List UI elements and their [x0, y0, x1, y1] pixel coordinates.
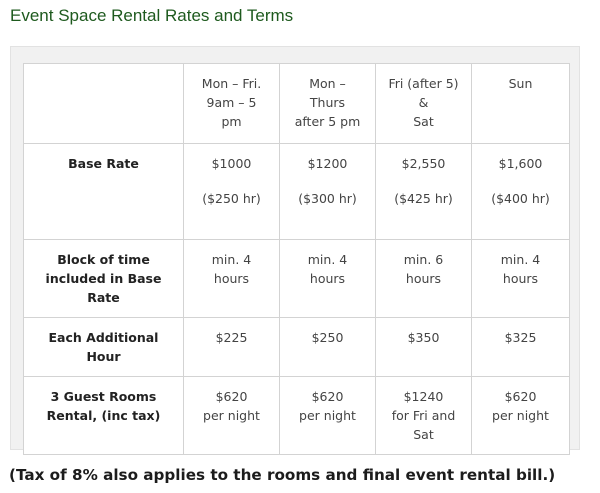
table-cell — [184, 144, 280, 240]
header-line: Sun — [508, 76, 533, 91]
header-line: after 5 pm — [294, 114, 361, 129]
table-cell — [472, 240, 570, 318]
cell-price: $1200 — [307, 156, 348, 171]
header-empty-cell — [24, 64, 184, 144]
table-cell — [376, 144, 472, 240]
row-label-block-of-time — [24, 240, 184, 318]
cell-line: hours — [405, 271, 442, 286]
page-title: Event Space Rental Rates and Terms — [10, 6, 294, 25]
cell-line: min. 4 — [307, 252, 348, 267]
row-label-line: Block of time — [57, 252, 150, 267]
rates-table-container — [10, 46, 580, 450]
cell-hourly-rate: ($300 hr) — [298, 191, 357, 206]
table-cell — [472, 377, 570, 455]
row-label-guest-rooms — [24, 377, 184, 455]
row-label-line: 3 Guest Rooms — [50, 389, 157, 404]
table-row-guest-rooms — [24, 377, 570, 455]
table-cell — [184, 377, 280, 455]
table-cell — [184, 240, 280, 318]
row-label-line: Rental, (inc tax) — [46, 408, 161, 423]
cell-line: min. 6 — [403, 252, 444, 267]
cell-line: hours — [309, 271, 346, 286]
cell-hourly-rate: ($425 hr) — [394, 191, 453, 206]
rates-table — [23, 63, 570, 455]
header-cell-sun — [472, 64, 570, 144]
table-cell — [280, 318, 376, 377]
table-row-block-of-time — [24, 240, 570, 318]
cell-line: hours — [502, 271, 539, 286]
header-line: Sat — [413, 114, 434, 129]
header-line: 9am – 5 — [206, 95, 257, 110]
table-cell — [280, 144, 376, 240]
cell-line: $620 — [504, 389, 537, 404]
cell-line: for Fri and — [391, 408, 456, 423]
row-label-additional-hour — [24, 318, 184, 377]
cell-line: hours — [213, 271, 250, 286]
cell-line: Sat — [413, 427, 434, 442]
cell-line: $620 — [311, 389, 344, 404]
cell-line: min. 4 — [500, 252, 541, 267]
cell-line: per night — [492, 408, 549, 423]
table-row-base-rate — [24, 144, 570, 240]
row-label-line: Each Additional Hour — [48, 330, 159, 364]
cell-line: $1240 — [403, 389, 444, 404]
table-cell — [472, 144, 570, 240]
cell-price: $1,600 — [498, 156, 543, 171]
row-label-line: included in Base Rate — [45, 271, 162, 305]
cell-price: $1000 — [211, 156, 252, 171]
header-line: pm — [221, 114, 242, 129]
table-header-row — [24, 64, 570, 144]
table-cell — [184, 318, 280, 377]
cell-line: per night — [299, 408, 356, 423]
cell-hourly-rate: ($250 hr) — [202, 191, 261, 206]
cell-line: per night — [203, 408, 260, 423]
header-line: Mon – Fri. — [201, 76, 262, 91]
header-cell-mon-thurs — [280, 64, 376, 144]
header-line: & — [418, 95, 429, 110]
cell-price: $2,550 — [401, 156, 446, 171]
cell-line: $250 — [311, 330, 344, 345]
cell-hourly-rate: ($400 hr) — [491, 191, 550, 206]
cell-line: $325 — [504, 330, 537, 345]
table-cell — [472, 318, 570, 377]
row-label-line: Base Rate — [68, 156, 139, 171]
header-line: Thurs — [309, 95, 346, 110]
table-cell — [280, 377, 376, 455]
table-cell — [376, 377, 472, 455]
cell-line: $350 — [407, 330, 440, 345]
cell-line: min. 4 — [211, 252, 252, 267]
header-cell-mon-fri — [184, 64, 280, 144]
cell-line: $620 — [215, 389, 248, 404]
row-label-base-rate — [24, 144, 184, 240]
table-row-additional-hour — [24, 318, 570, 377]
header-line: Fri (after 5) — [388, 76, 459, 91]
table-cell — [376, 318, 472, 377]
cell-line: $225 — [215, 330, 248, 345]
header-cell-fri-sat — [376, 64, 472, 144]
header-line: Mon – — [309, 76, 346, 91]
table-cell — [280, 240, 376, 318]
table-cell — [376, 240, 472, 318]
tax-note: (Tax of 8% also applies to the rooms and final event rental bill.) — [9, 466, 556, 484]
